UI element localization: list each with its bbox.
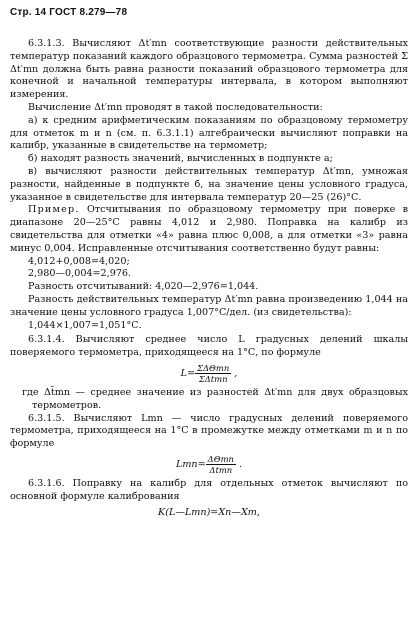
step-b: б) находят разность значений, вычисленных в подпункте а; [28, 153, 333, 165]
formula-L-fraction [195, 363, 231, 384]
page-header: Стр. 14 ГОСТ 8.279—78 [10, 7, 128, 18]
equation-3: Разность отсчитываний: 4,020—2,976=1,044. [28, 281, 259, 293]
step-v: в) вычисляют разности действительных температур Δt′mn, умножая разности, найденные в подпункте б, на значение цены условного градуса, указанное в свидетельстве для интервала температур 20—25 (26)°С. [10, 165, 408, 203]
formula-L-tail: , [231, 367, 238, 379]
paragraph-sequence-intro: Вычисление Δt′mn проводят в такой последовательности: [28, 101, 323, 113]
formula-Lmn-fraction [206, 454, 236, 475]
equation-2: 2,980—0,004=2,976. [28, 268, 132, 280]
step-a: а) к средним арифметическим показаниям по образцовому термометру для отметок m и n (см. п. 6.3.1.1) алгебраически вычисляют поправки на калибр, указанные в свидетельстве на термометр; [10, 114, 408, 152]
formula-Lmn-denominator: Δt̄mn [209, 464, 233, 475]
formula-Lmn-lhs: Lmn= [175, 458, 206, 470]
paragraph-6-3-1-6: 6.3.1.6. Поправку на калибр для отдельных отметок вычисляют по основной формуле калибрования [10, 477, 408, 502]
formula-Lmn [10, 454, 408, 475]
difference-paragraph: Разность действительных температур Δt′mn равна произведению 1,044 на значение цены условного градуса 1,007°С/дел. (из свидетельства): [10, 293, 408, 318]
example-paragraph [10, 204, 408, 255]
document-body [10, 38, 408, 522]
formula-Lmn-tail: . [235, 458, 243, 470]
equation-4: 1,044×1,007=1,051°С. [28, 319, 142, 331]
paragraph-6-3-1-3: 6.3.1.3. Вычисляют Δt′mn соответствующие разности действительных температур показаний каждого образцового термометра. Сумма разностей Σ Δt′mn должна быть равна разности показаний образцового термометра для конечной и начальной температуры интервала, в котором выполняют измерения. [10, 38, 408, 101]
paragraph-6-3-1-5: 6.3.1.5. Вычисляют Lmn — число градусных делений поверяемого термометра, приходящееся на 1°С в промежутке между отметками m и n по формуле [10, 412, 408, 450]
formula-Lmn-numerator: ΔΘmn [207, 453, 234, 464]
formula-calibration: K(L—Lmn)=Xn—Xm, [158, 506, 260, 518]
formula-L [10, 363, 408, 384]
formula-L-explanation: где Δt̄mn — среднее значение из разностей Δt′mn для двух образцовых термометров. [22, 386, 408, 411]
formula-L-lhs: L= [180, 367, 196, 379]
paragraph-6-3-1-4: 6.3.1.4. Вычисляют среднее число L градусных делений шкалы поверяемого термометра, приходящееся на 1°С, по формуле [10, 334, 408, 359]
formula-L-denominator: ΣΔt̄mn [198, 373, 228, 384]
equation-1: 4,012+0,008=4,020; [28, 255, 130, 267]
example-lead: Пример. [28, 204, 80, 216]
example-text: Отсчитывания по образцовому термометру при поверке в диапазоне 20—25°С равны 4,012 и 2,980. Поправка на калибр из свидетельства для отметки «4» равна плюс 0,008, а для отметки «3» равна минус 0,004. Исправленные отсчитывания соответственно будут равны: [10, 204, 408, 254]
formula-L-numerator: ΣΔΘmn [197, 362, 230, 373]
